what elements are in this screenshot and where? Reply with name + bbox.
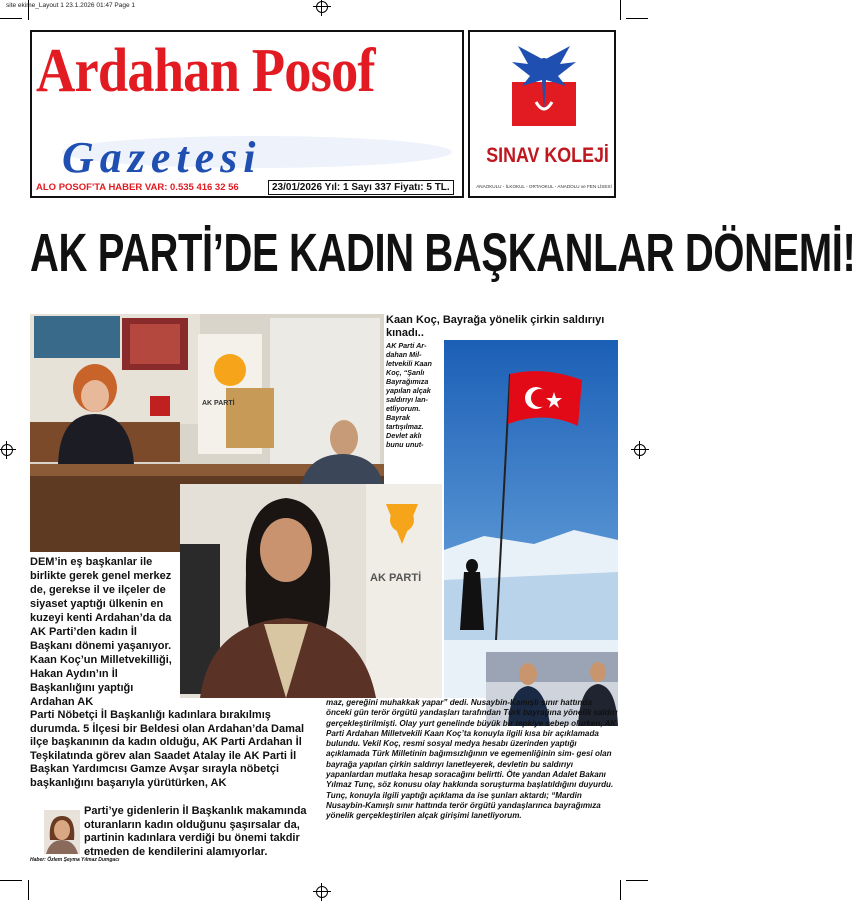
registration-mark-top	[316, 1, 328, 13]
newspaper-title: Ardahan Posof	[36, 37, 375, 105]
author-photo	[44, 810, 80, 854]
registration-mark-right	[634, 444, 646, 456]
main-story-closing: Parti’ye gidenlerin İl Başkanlık makamında oturanların kadın olduğunu şaşırsalar da, partinin kadınlara verdiği bu önemi takdir etmeden de kendilerini alamıyorlar.	[84, 805, 307, 858]
registration-mark-bottom	[316, 886, 328, 898]
newspaper-subtitle: Gazetesi	[62, 133, 262, 182]
crop-mark	[28, 0, 29, 20]
news-hotline: ALO POSOF'TA HABER VAR: 0.535 416 32 56	[36, 182, 239, 193]
main-story-paragraph: Parti Nöbetçi İl Başkanlığı kadınlara bırakılmış durumda. 5 İlçesi bir Beldesi olan Ardahan’da Damal ilçe başkanının da kadın olduğu, AK Parti Ardahan İl Teşkilatında görev alan Saadet Atalay ile AK Parti İl Başkan Yardımcısı Gamze Avşar sırayla nöbetçi başkanlığını başarıyla yürütürken, AK	[30, 709, 305, 789]
byline: Haber: Özlem Şeyma Yılmaz Dumgacı	[30, 857, 120, 863]
issue-info: 23/01/2026 Yıl: 1 Sayı 337 Fiyatı: 5 TL.	[268, 180, 454, 195]
school-levels: ANAOKULU - İLKOKUL - ORTAOKUL - ANADOLU ve FEN LİSESİ	[476, 184, 612, 189]
eagle-logo-icon	[508, 42, 580, 132]
crop-mark	[626, 18, 648, 19]
school-advert	[468, 30, 616, 198]
crop-mark	[28, 880, 29, 900]
masthead	[30, 30, 464, 198]
photo-logo-label: AK PARTİ	[370, 572, 422, 584]
school-name: SINAV KOLEJİ	[486, 144, 609, 167]
side-story-column: AK Parti Ar- dahan Mil- letvekili Kaan Koç, “Şanlı Bayrağımıza yapılan alçak saldırıyı lan- etliyorum. Bayrak tartışılmaz. Devlet aklı bunu unut-	[386, 341, 432, 449]
photo-logo-label: AK PARTİ	[202, 400, 235, 407]
crop-mark	[0, 880, 22, 881]
main-story-left-column: DEM’in eş başkanlar ile birlikte gerek genel merkez de, gerekse il ve ilçeler de siyaset yaptığı ülkenin en kuzeyi kenti Ardahan’da da AK Parti’den kadın İl Başkanı dönemi yaşanıyor. Kaan Koç’un Milletvekilliği, Hakan Aydın’ın İl Başkanlığını yaptığı Ardahan AK	[30, 556, 172, 708]
side-story-continuation: maz, gereğini muhakkak yapar” dedi. Nusaybin-Kamışlı sınır hattında önceki gün terör örgütü yandaşları tarafından Türk bayrağına yönelik saldırı gerçekleştirilmişti. Olay yurt genelinde büyük bir tepkiye sebep olurken, AK Parti Ardahan Milletvekili Kaan Koç’ta konuyla ilgili kısa bir açıklamada bulundu. Vekil Koç, resmi sosyal medya hesabı üzerinden yaptığı açıklamada Türk Milletinin bağımsızlığının ve egemenliğinin sim- gesi olan bayrağa yapılan çirkin saldırıyı lanetleyerek, devletin bu saldırıyı yapanlardan mutlaka hesap soracağını belirtti. Öte yandan Adalet Bakanı Yılmaz Tunç, söz konusu olay hakkında soruşturma başlatıldığını duyurdu. Tunç, konuyla ilgili yaptığı açıklama da ise şunları aktardı; “Mardin Nusaybin-Kamışlı sınır hattında terör örgütü yandaşlarınca bayrağımıza yönelik gerçekleştirilen alçak girişimi lanetliyorum.	[326, 698, 618, 821]
crop-mark	[620, 880, 621, 900]
portrait-photo	[180, 484, 442, 698]
print-slug: site ekime_Layout 1 23.1.2026 01:47 Page 1	[6, 2, 136, 9]
crop-mark	[0, 18, 22, 19]
registration-mark-left	[1, 444, 13, 456]
crop-mark	[620, 0, 621, 20]
flag-photo	[444, 340, 618, 698]
main-headline: AK PARTİ’DE KADIN BAŞKANLAR DÖNEMİ!	[30, 223, 855, 283]
crop-mark	[626, 880, 648, 881]
side-story-title: Kaan Koç, Bayrağa yönelik çirkin saldırıyı kınadı..	[386, 314, 605, 339]
